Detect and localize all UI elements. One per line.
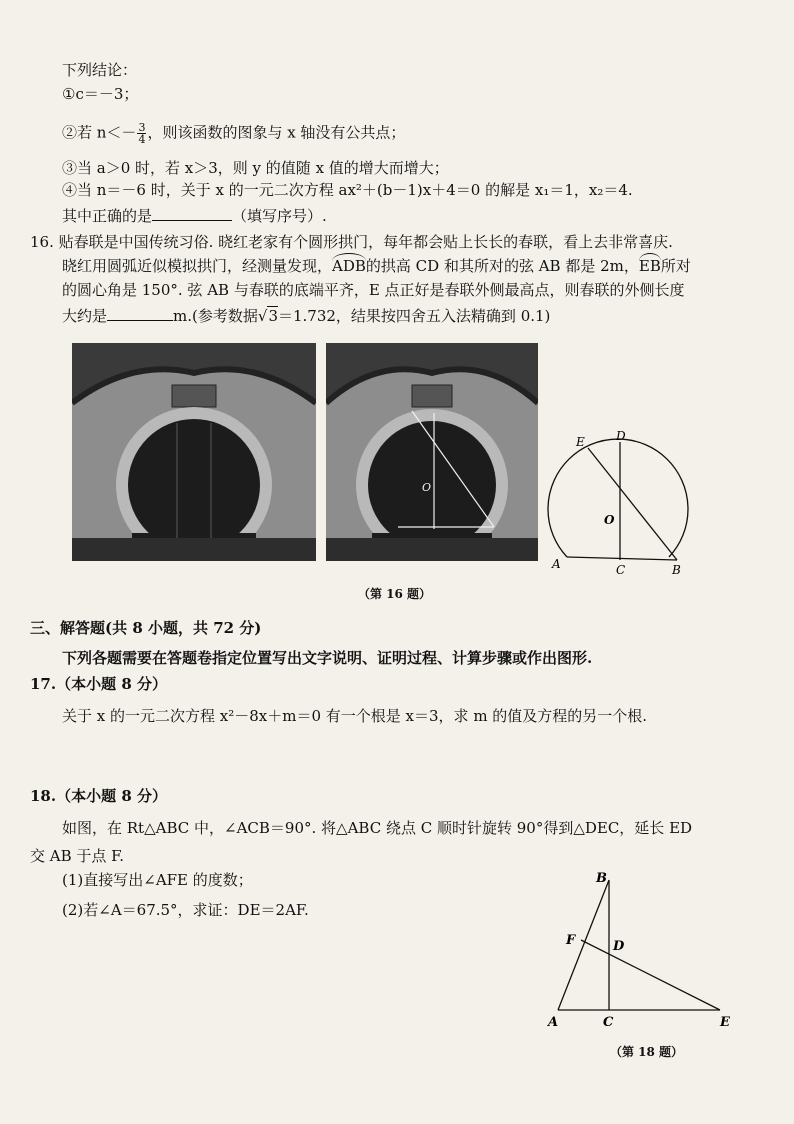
q18-triangle-figure — [540, 860, 740, 1035]
q16-line-4-pre: 大约是 — [62, 307, 108, 325]
answer-prefix: 其中正确的是 — [62, 207, 153, 225]
arch-door-photo — [72, 343, 316, 561]
q16-line-2-mid: 的拱高 CD 和其所对的弦 AB 都是 2m， — [365, 257, 639, 275]
conclusion-2-post: ，则该函数的图象与 x 轴没有公共点； — [147, 123, 406, 142]
answer-blank[interactable] — [152, 206, 232, 221]
conclusion-2-pre: ②若 n＜－ — [62, 123, 137, 142]
section-title: 三、解答题(共 8 小题，共 72 分) — [30, 619, 262, 637]
label-d2: D — [613, 939, 625, 954]
q17-title: 17.（本小题 8 分） — [30, 675, 167, 693]
q18-part-2: (2)若∠A＝67.5°，求证：DE＝2AF. — [62, 901, 309, 919]
label-f: F — [566, 933, 576, 948]
arc-eb: EB — [638, 257, 661, 275]
label-d: D — [616, 429, 626, 443]
q16-line-1: 16. 贴春联是中国传统习俗. 晓红老家有个圆形拱门，每年都会贴上长长的春联，看上去非常喜庆. — [30, 233, 673, 251]
label-c: C — [616, 563, 626, 577]
arch-door-annotated-drawing — [326, 343, 538, 561]
label-e: E — [576, 435, 585, 449]
arch-door-annotated-photo — [326, 343, 538, 561]
conclusion-3: ③当 a＞0 时，若 x＞3，则 y 的值随 x 值的增大而增大； — [62, 159, 449, 177]
conclusion-1: ①c＝－3； — [62, 85, 139, 103]
arc-adb: ADB — [332, 257, 366, 275]
q16-line-4-mid: m.(参考数据 — [173, 307, 258, 325]
arch-door-photo-drawing — [72, 343, 316, 561]
label-o: O — [604, 513, 615, 527]
label-b2: B — [596, 871, 607, 886]
photo-label-o: O — [422, 481, 432, 494]
q16-caption: （第 16 题） — [358, 587, 432, 601]
label-c2: C — [603, 1015, 614, 1030]
conclusions-title: 下列结论： — [62, 61, 138, 79]
q16-line-4-post: ＝1.732，结果按四舍五入法精确到 0.1) — [277, 307, 551, 325]
q18-line-1: 如图，在 Rt△ABC 中，∠ACB＝90°. 将△ABC 绕点 C 顺时针旋转 90°得到△DEC，延长 ED — [62, 819, 693, 837]
q16-line-3: 的圆心角是 150°. 弦 AB 与春联的底端平齐，E 点正好是春联外侧最高点，则春联的外侧长度 — [62, 281, 685, 299]
section-instruction: 下列各题需要在答题卷指定位置写出文字说明、证明过程、计算步骤或作出图形. — [62, 649, 593, 667]
sqrt-argument: 3 — [268, 307, 278, 325]
q18-caption: （第 18 题） — [610, 1045, 684, 1059]
label-e2: E — [720, 1015, 730, 1030]
q17-text: 关于 x 的一元二次方程 x²－8x＋m＝0 有一个根是 x＝3，求 m 的值及方程的另一个根. — [62, 707, 648, 725]
answer-suffix: （填写序号）. — [232, 207, 327, 225]
q16-answer-blank[interactable] — [107, 306, 173, 321]
q16-circle-figure — [540, 420, 700, 580]
fraction-three-quarters — [137, 122, 146, 145]
q18-title: 18.（本小题 8 分） — [30, 787, 167, 805]
fraction-numerator: 3 — [138, 121, 146, 134]
conclusion-2 — [62, 122, 405, 145]
chord-ab — [567, 557, 677, 560]
arc-major — [548, 439, 688, 557]
q16-line-2-pre: 晓红用圆弧近似模拟拱门，经测量发现， — [62, 257, 333, 275]
label-a: A — [552, 557, 561, 571]
q16-line-2 — [62, 256, 691, 276]
q16-line-2-post: 所对 — [660, 257, 691, 275]
label-a2: A — [548, 1015, 559, 1030]
conclusion-4: ④当 n＝－6 时，关于 x 的一元二次方程 ax²＋(b－1)x＋4＝0 的解是 x₁＝1，x₂＝4. — [62, 181, 633, 199]
segment-fe — [581, 940, 720, 1010]
q18-part-1: (1)直接写出∠AFE 的度数； — [62, 871, 253, 889]
segment-eb — [588, 448, 677, 560]
answer-line — [62, 206, 327, 226]
q18-line-2: 交 AB 于点 F. — [30, 847, 124, 865]
q16-line-4: 大约是 m.(参考数据√3＝1.732，结果按四舍五入法精确到 0.1) — [62, 307, 551, 325]
fraction-denominator: 4 — [138, 133, 146, 146]
label-b: B — [672, 563, 681, 577]
